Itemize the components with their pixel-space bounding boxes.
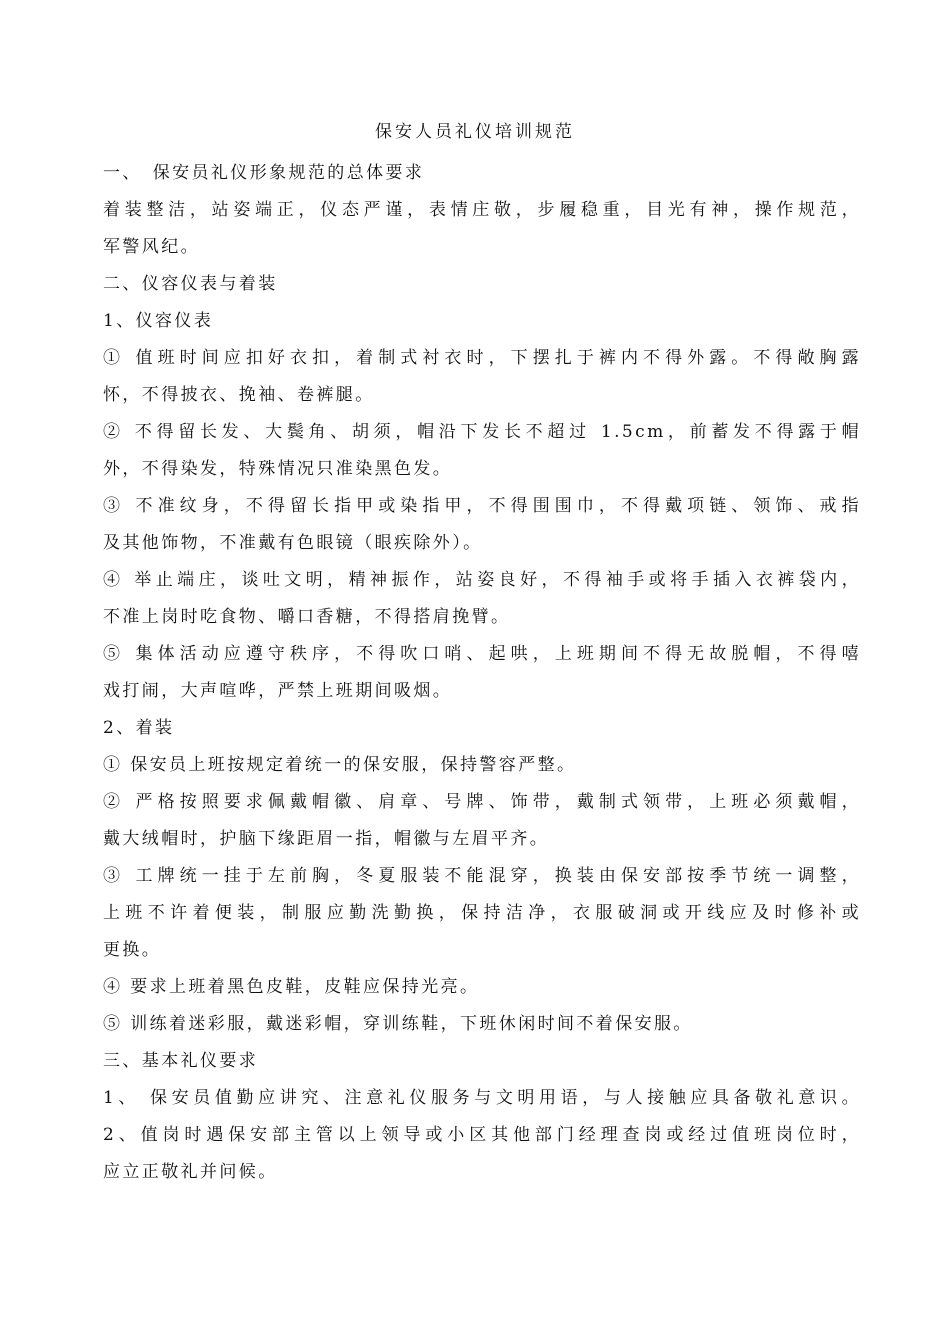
document-line: ① 值班时间应扣好衣扣，着制式衬衣时，下摆扎于裤内不得外露。不得敞胸露	[103, 348, 861, 368]
document-line: 军警风纪。	[103, 237, 200, 257]
document-line: 外，不得染发，特殊情况只准染黑色发。	[103, 459, 453, 479]
document-line: 及其他饰物，不准戴有色眼镜（眼疾除外）。	[103, 533, 483, 553]
document-body	[103, 155, 861, 1191]
document-line: 应立正敬礼并问候。	[103, 1162, 278, 1182]
document-line: 一、 保安员礼仪形象规范的总体要求	[103, 163, 425, 183]
document-line: 怀，不得披衣、挽袖、卷裤腿。	[103, 385, 375, 405]
document-line: 2、值岗时遇保安部主管以上领导或小区其他部门经理查岗或经过值班岗位时，	[103, 1125, 861, 1145]
document-line: ① 保安员上班按规定着统一的保安服，保持警容严整。	[103, 755, 577, 775]
document-line: ② 不得留长发、大鬓角、胡须，帽沿下发长不超过 1.5cm，前蓄发不得露于帽	[103, 422, 861, 442]
document-line: 1、仪容仪表	[103, 311, 214, 331]
document-line: ③ 不准纹身，不得留长指甲或染指甲，不得围围巾，不得戴项链、领饰、戒指	[103, 496, 861, 516]
document-line: 戏打闹，大声喧哗，严禁上班期间吸烟。	[103, 681, 453, 701]
document-line: 戴大绒帽时，护脑下缘距眉一指，帽徽与左眉平齐。	[103, 829, 550, 849]
document-line: 不准上岗时吃食物、嚼口香糖，不得搭肩挽臂。	[103, 607, 511, 627]
document-line: 上班不许着便装，制服应勤洗勤换，保持洁净，衣服破洞或开线应及时修补或	[103, 903, 861, 923]
document-line: 二、仪容仪表与着装	[103, 274, 278, 294]
document-line: ③ 工牌统一挂于左前胸，冬夏服装不能混穿，换装由保安部按季节统一调整，	[103, 866, 861, 886]
document-line: 着装整洁，站姿端正，仪态严谨，表情庄敬，步履稳重，目光有神，操作规范，	[103, 200, 861, 220]
document-line: 1、 保安员值勤应讲究、注意礼仪服务与文明用语，与人接触应具备敬礼意识。	[103, 1088, 861, 1108]
document-line: ⑤ 集体活动应遵守秩序，不得吹口哨、起哄，上班期间不得无故脱帽，不得嘻	[103, 644, 861, 664]
document-title: 保安人员礼仪培训规范	[375, 122, 575, 142]
document-line: 更换。	[103, 940, 162, 960]
document-line: ④ 举止端庄，谈吐文明，精神振作，站姿良好，不得袖手或将手插入衣裤袋内，	[103, 570, 861, 590]
document-line: ④ 要求上班着黑色皮鞋，皮鞋应保持光亮。	[103, 977, 480, 997]
document-line: ② 严格按照要求佩戴帽徽、肩章、号牌、饰带，戴制式领带，上班必须戴帽，	[103, 792, 861, 812]
document-line: ⑤ 训练着迷彩服，戴迷彩帽，穿训练鞋，下班休闲时间不着保安服。	[103, 1014, 693, 1034]
document-line: 三、基本礼仪要求	[103, 1051, 259, 1071]
document-line: 2、着装	[103, 718, 175, 738]
